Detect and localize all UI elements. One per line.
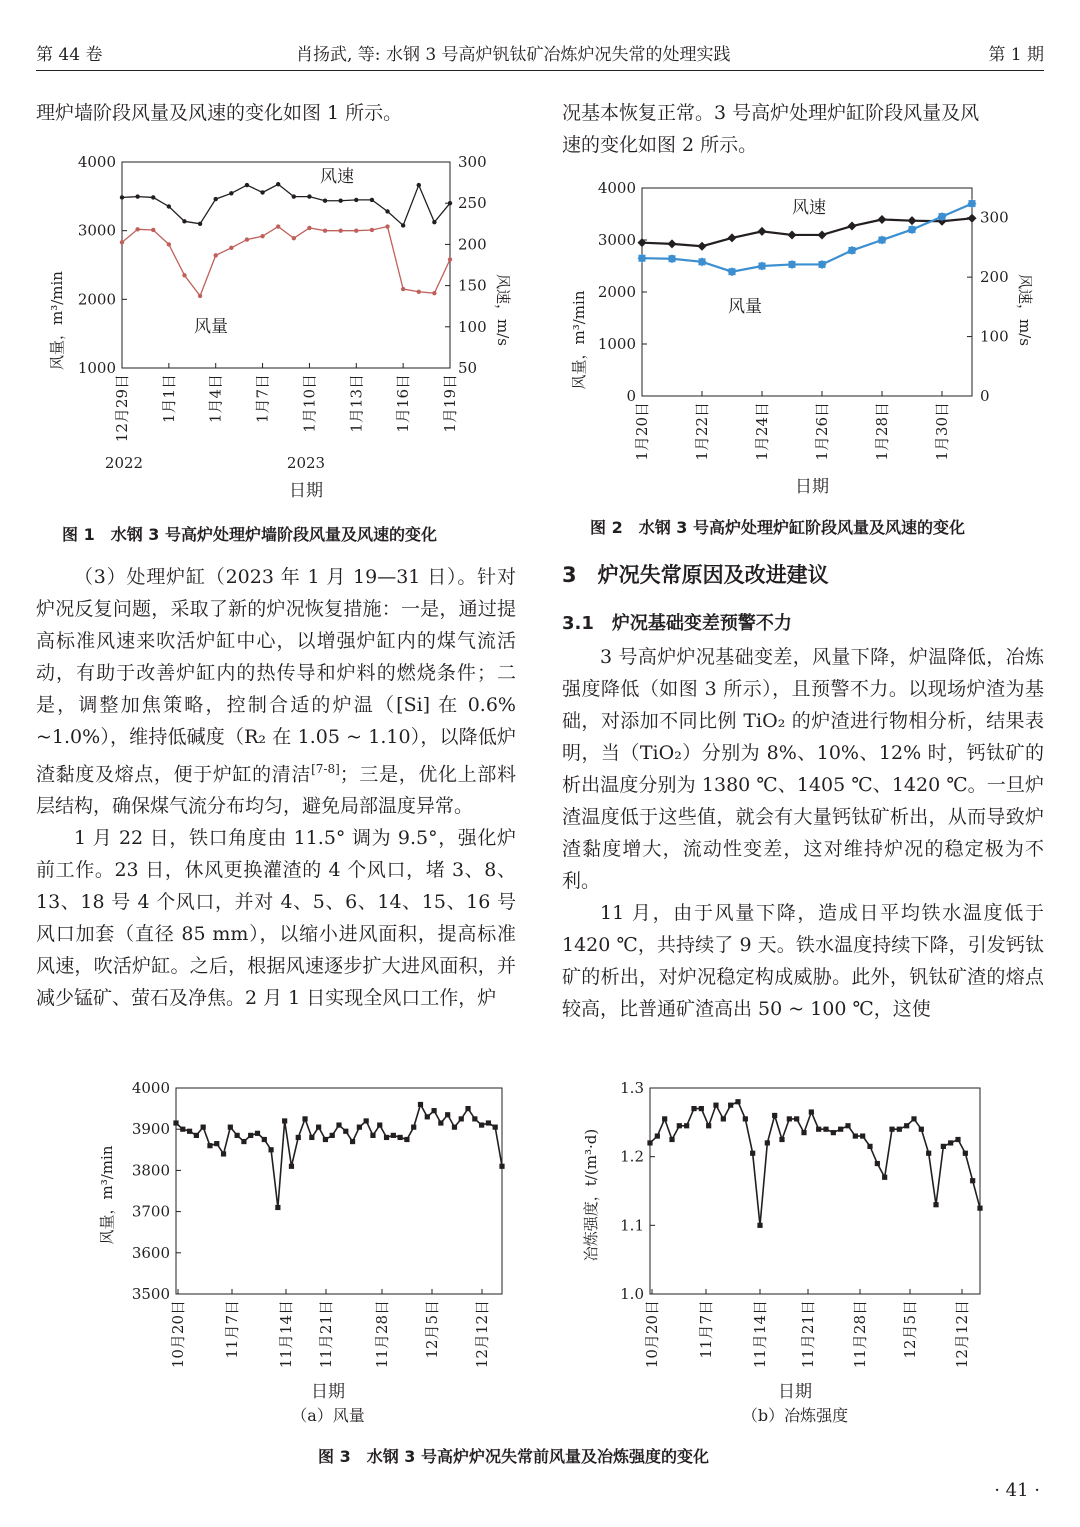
data-point <box>167 204 171 208</box>
ytick-label: 3700 <box>131 1202 170 1221</box>
fig1-y2label: 风速，m/s <box>494 274 512 346</box>
data-point <box>452 1125 457 1130</box>
data-point <box>848 222 857 231</box>
data-point <box>268 1147 273 1152</box>
fig3a-xlabel: 日期 <box>311 1382 345 1402</box>
data-point <box>120 240 124 244</box>
data-point <box>228 1125 233 1130</box>
data-point <box>241 1139 246 1144</box>
xtick-label: 1月16日 <box>394 374 413 433</box>
data-point <box>486 1120 491 1125</box>
data-point <box>465 1106 470 1111</box>
xtick-label: 1月13日 <box>347 374 366 433</box>
data-point <box>418 1102 423 1107</box>
data-point <box>182 273 186 277</box>
xtick-label: 10月20日 <box>643 1300 661 1369</box>
data-point <box>677 1123 682 1128</box>
data-point <box>787 1116 792 1121</box>
figure-3b-chart <box>570 1075 1000 1430</box>
data-point <box>235 1133 240 1138</box>
data-point <box>662 1116 667 1121</box>
data-point <box>364 1118 369 1123</box>
left-top-text: 理炉墙阶段风量及风速的变化如图 1 所示。 <box>36 102 403 124</box>
y2tick-label: 100 <box>980 327 1009 346</box>
data-point <box>330 1133 335 1138</box>
data-point <box>338 228 342 232</box>
data-point-square <box>849 247 856 254</box>
data-point <box>377 1122 382 1127</box>
data-point <box>370 1133 375 1138</box>
data-point <box>229 246 233 250</box>
data-point <box>260 190 264 194</box>
xtick-label: 1月28日 <box>873 402 891 461</box>
y2tick-label: 200 <box>458 235 487 254</box>
ytick-label: 1.3 <box>620 1079 644 1097</box>
data-point <box>245 183 249 187</box>
figure-3-caption: 图 3 水钢 3 号高炉炉况失常前风量及冶炼强度的变化 <box>318 1447 709 1466</box>
right-body-p1: 3 号高炉炉况基础变差，风量下降，炉温降低，冶炼强度降低（如图 3 所示），且预警不力。以现场炉渣为基础，对添加不同比例 TiO₂ 的炉渣进行物相分析，结果表明，当（TiO₂）分别为 8%、10%、12% 时，钙钛矿的析出温度分别为 1380 ℃、1405 ℃、1420 ℃。一旦炉渣温度低于这些值，就会有大量钙钛矿析出，从而导致炉渣黏度增大，流动性变差，这对维持炉况的稳定极为不利。 <box>562 646 1044 892</box>
fig2-xlabel: 日期 <box>795 477 829 497</box>
data-point <box>275 1205 280 1210</box>
data-point <box>878 215 887 224</box>
data-point <box>401 287 405 291</box>
data-point <box>425 1114 430 1119</box>
right-top-text <box>562 97 1044 161</box>
data-point <box>417 290 421 294</box>
data-point <box>818 230 827 239</box>
data-point <box>248 1133 253 1138</box>
data-point <box>472 1116 477 1121</box>
data-point <box>831 1130 836 1135</box>
data-point <box>135 227 139 231</box>
data-point <box>445 1112 450 1117</box>
data-point-square <box>639 255 646 262</box>
data-point <box>307 226 311 230</box>
data-point <box>788 230 797 239</box>
data-point <box>350 1139 355 1144</box>
data-point <box>816 1127 821 1132</box>
figure-1-caption: 图 1 水钢 3 号高炉处理炉墙阶段风量及风速的变化 <box>62 525 437 544</box>
series-line-风速 <box>122 184 450 225</box>
data-point <box>448 257 452 261</box>
y2tick-label: 200 <box>980 268 1009 287</box>
right-top-line-2: 速的变化如图 2 所示。 <box>562 134 758 156</box>
data-point <box>120 195 124 199</box>
data-point <box>779 1137 784 1142</box>
ytick-label: 3000 <box>597 231 636 249</box>
data-point <box>417 183 421 187</box>
data-point <box>757 1223 762 1228</box>
fig1-plot-area <box>122 162 450 368</box>
figure-3a-chart <box>90 1075 520 1430</box>
data-point <box>706 1123 711 1128</box>
data-point <box>292 236 296 240</box>
data-point <box>941 1144 946 1149</box>
data-point <box>296 1135 301 1140</box>
data-point <box>401 223 405 227</box>
xtick-label: 10月20日 <box>169 1300 187 1369</box>
fig3b-sublabel: （b）冶炼强度 <box>741 1406 849 1425</box>
ytick-label: 2000 <box>77 290 116 309</box>
fig1-year-2022: 2022 <box>104 454 144 472</box>
data-point <box>214 253 218 257</box>
right-body <box>562 641 1044 1025</box>
data-point <box>343 1129 348 1134</box>
ytick-label: 4000 <box>597 179 636 197</box>
xtick-label: 11月7日 <box>223 1300 241 1359</box>
data-point <box>728 233 737 242</box>
data-point <box>151 228 155 232</box>
data-point <box>316 1125 321 1130</box>
data-point-square <box>699 258 706 265</box>
y2tick-label: 50 <box>458 359 478 377</box>
xtick-label: 1月20日 <box>633 402 651 461</box>
xtick-label: 12月5日 <box>901 1300 919 1359</box>
data-point <box>198 222 202 226</box>
data-point <box>370 198 374 202</box>
data-point <box>404 1137 409 1142</box>
running-title: 肖扬武, 等: 水钢 3 号高炉钒钛矿冶炼炉况失常的处理实践 <box>296 45 731 65</box>
fig1-ylabel: 风量，m³/min <box>48 271 66 370</box>
data-point <box>647 1140 652 1145</box>
data-point <box>448 201 452 205</box>
ytick-label: 3600 <box>131 1243 170 1262</box>
data-point <box>262 1137 267 1142</box>
xtick-label: 11月14日 <box>277 1300 295 1369</box>
figure-1-chart <box>36 150 526 505</box>
data-point <box>276 224 280 228</box>
ytick-label: 3000 <box>77 221 116 240</box>
data-point <box>911 1116 916 1121</box>
data-point <box>411 1125 416 1130</box>
xtick-label: 1月4日 <box>206 374 225 424</box>
data-point <box>338 199 342 203</box>
data-point <box>370 228 374 232</box>
data-point <box>933 1202 938 1207</box>
data-point <box>307 194 311 198</box>
data-point <box>289 1164 294 1169</box>
series-line-风速 <box>642 218 972 246</box>
data-point <box>221 1151 226 1156</box>
xtick-label: 12月12日 <box>953 1300 971 1369</box>
data-point <box>384 1135 389 1140</box>
data-point <box>323 1137 328 1142</box>
fig1-series-label-speed: 风速 <box>320 167 354 187</box>
data-point-square <box>909 226 916 233</box>
xtick-label: 11月14日 <box>751 1300 769 1369</box>
issue-label: 第 1 期 <box>988 45 1044 65</box>
data-point <box>385 209 389 213</box>
data-point <box>194 1133 199 1138</box>
data-point <box>302 1116 307 1121</box>
data-point <box>853 1133 858 1138</box>
data-point-square <box>759 263 766 270</box>
data-point <box>875 1161 880 1166</box>
data-point <box>691 1106 696 1111</box>
data-point <box>838 1127 843 1132</box>
y2tick-label: 300 <box>458 153 487 171</box>
data-point <box>323 228 327 232</box>
data-point <box>432 220 436 224</box>
data-point <box>260 234 264 238</box>
data-point-square <box>789 261 796 268</box>
citation-7-8: [7-8] <box>311 762 340 776</box>
data-point <box>431 1108 436 1113</box>
data-point <box>904 1123 909 1128</box>
ytick-label: 1.1 <box>620 1216 644 1235</box>
xtick-label: 1月19日 <box>441 374 459 433</box>
data-point <box>772 1113 777 1118</box>
data-point <box>151 195 155 199</box>
xtick-label: 11月28日 <box>851 1300 869 1369</box>
data-point <box>276 182 280 186</box>
data-point <box>354 198 358 202</box>
xtick-label: 12月29日 <box>113 374 131 443</box>
series-line-风量 <box>122 227 450 296</box>
data-point <box>713 1103 718 1108</box>
section-3-heading: 3 炉况失常原因及改进建议 <box>562 563 829 587</box>
y2tick-label: 300 <box>980 208 1009 227</box>
xtick-label: 1月24日 <box>753 402 771 461</box>
ytick-label: 1000 <box>597 335 636 353</box>
data-point <box>684 1123 689 1128</box>
data-point <box>758 227 767 236</box>
y2tick-label: 250 <box>458 194 487 213</box>
data-point <box>391 1133 396 1138</box>
data-point <box>207 1143 212 1148</box>
data-point <box>432 291 436 295</box>
xtick-label: 12月12日 <box>473 1300 491 1369</box>
data-point <box>897 1127 902 1132</box>
right-top-line-1: 况基本恢复正常。3 号高炉处理炉缸阶段风量及风 <box>562 102 980 124</box>
data-point <box>135 194 139 198</box>
xtick-label: 1月7日 <box>253 374 272 424</box>
data-point <box>173 1120 178 1125</box>
data-point <box>201 1125 206 1130</box>
fig2-y2label: 风速，m/s <box>1016 274 1034 346</box>
fig3a-ylabel: 风量，m³/min <box>98 1145 116 1245</box>
y2tick-label: 100 <box>458 317 487 336</box>
data-point <box>698 242 707 251</box>
xtick-label: 11月28日 <box>373 1300 391 1369</box>
data-point <box>809 1109 814 1114</box>
data-point-square <box>819 261 826 268</box>
data-point <box>882 1175 887 1180</box>
left-body-p1: （3）处理炉缸（2023 年 1 月 19—31 日）。针对炉况反复问题，采取了新的炉况恢复措施：一是，通过提高标准风速来吹活炉缸中心，以增强炉缸内的煤气流活动，有助于改善炉缸内的热传导和炉料的燃烧条件；二是，调整加焦策略，控制合适的炉温（[Si] 在 0.6% ~1.0%），维持低碱度（R₂ 在 1.05 ~ 1.10），以降低炉渣黏度及熔点，便于炉缸的清洁[7-8]；三是，优化上部料层结构，确保煤气流分布均匀，避免局部温度异常。 <box>36 566 516 818</box>
xtick-label: 11月21日 <box>799 1300 817 1369</box>
ytick-label: 3500 <box>131 1285 170 1303</box>
fig2-series-label-speed: 风速 <box>792 198 826 218</box>
data-point <box>180 1127 185 1132</box>
fig2-series-label-volume: 风量 <box>728 297 762 317</box>
xtick-label: 1月30日 <box>933 402 951 461</box>
ytick-label: 4000 <box>131 1079 170 1097</box>
section-3-1-heading: 3.1 炉况基础变差预警不力 <box>562 613 792 634</box>
data-point <box>908 216 917 225</box>
data-point <box>655 1133 660 1138</box>
xtick-label: 1月1日 <box>159 374 178 424</box>
data-point <box>245 237 249 241</box>
xtick-label: 11月21日 <box>317 1300 335 1369</box>
data-point <box>459 1116 464 1121</box>
data-point <box>743 1116 748 1121</box>
y2tick-label: 0 <box>980 387 990 405</box>
data-point <box>867 1144 872 1149</box>
data-point <box>977 1206 982 1211</box>
data-point <box>728 1103 733 1108</box>
data-point <box>357 1125 362 1130</box>
data-point <box>968 214 977 223</box>
data-point <box>735 1099 740 1104</box>
fig1-xlabel: 日期 <box>289 481 323 501</box>
left-body-p2: 1 月 22 日，铁口角度由 11.5° 调为 9.5°，强化炉前工作。23 日，休风更换灌渣的 4 个风口，堵 3、8、13、18 号 4 个风口，并对 4、5、6、14、15、16 号风口加套（直径 85 mm），以缩小进风面积，提高标准风速，吹活炉缸。之后，根据风速逐步扩大进风面积，并减少锰矿、萤石及净焦。2 月 1 日实现全风口工作，炉 <box>36 827 516 1010</box>
header-rule <box>36 70 1044 71</box>
data-point <box>668 239 677 248</box>
data-point <box>889 1127 894 1132</box>
data-point <box>182 219 186 223</box>
data-point <box>721 1116 726 1121</box>
data-point <box>187 1129 192 1134</box>
ytick-label: 1.2 <box>620 1147 644 1166</box>
ytick-label: 1.0 <box>620 1285 644 1303</box>
ytick-label: 3900 <box>131 1120 170 1139</box>
fig3b-xlabel: 日期 <box>778 1382 812 1402</box>
data-point <box>955 1137 960 1142</box>
data-point <box>919 1127 924 1132</box>
data-point <box>845 1123 850 1128</box>
data-point <box>323 199 327 203</box>
xtick-label: 12月5日 <box>423 1300 441 1359</box>
data-point <box>198 294 202 298</box>
fig1-year-2023: 2023 <box>286 454 326 472</box>
data-point <box>354 228 358 232</box>
data-point <box>229 191 233 195</box>
series-line-冶炼强度 <box>650 1102 980 1226</box>
left-body <box>36 561 516 1014</box>
data-point <box>926 1151 931 1156</box>
data-point <box>282 1118 287 1123</box>
data-point <box>750 1151 755 1156</box>
fig3b-ylabel: 冶炼强度，t/(m³·d) <box>582 1128 600 1262</box>
data-point-square <box>939 213 946 220</box>
data-point <box>292 194 296 198</box>
data-point <box>765 1140 770 1145</box>
data-point <box>309 1135 314 1140</box>
figure-2-chart <box>562 170 1044 500</box>
data-point <box>499 1164 504 1169</box>
ytick-label: 0 <box>626 387 636 405</box>
data-point <box>214 197 218 201</box>
figure-2-caption: 图 2 水钢 3 号高炉处理炉缸阶段风量及风速的变化 <box>590 518 965 537</box>
data-point <box>385 224 389 228</box>
data-point <box>948 1140 953 1145</box>
page-number: · 41 · <box>994 1480 1040 1501</box>
data-point-square <box>729 268 736 275</box>
data-point <box>669 1137 674 1142</box>
xtick-label: 1月26日 <box>813 402 831 461</box>
data-point <box>255 1131 260 1136</box>
data-point <box>336 1122 341 1127</box>
data-point <box>438 1120 443 1125</box>
volume-label: 第 44 卷 <box>36 45 103 65</box>
ytick-label: 2000 <box>597 283 636 301</box>
ytick-label: 1000 <box>77 359 116 377</box>
data-point <box>823 1127 828 1132</box>
xtick-label: 1月10日 <box>300 374 319 433</box>
fig2-ylabel: 风量，m³/min <box>570 290 588 390</box>
data-point <box>167 242 171 246</box>
data-point-square <box>969 200 976 207</box>
data-point <box>699 1106 704 1111</box>
right-body-p2: 11 月，由于风量下降，造成日平均铁水温度低于 1420 ℃，共持续了 9 天。铁水温度持续下降，引发钙钛矿的析出，对炉况稳定构成威胁。此外，钒钛矿渣的熔点较高，比普通矿渣高出 50 ~ 100 ℃，这使 <box>562 902 1044 1020</box>
y2tick-label: 150 <box>458 276 487 295</box>
data-point <box>479 1122 484 1127</box>
data-point <box>801 1130 806 1135</box>
data-point <box>493 1125 498 1130</box>
data-point <box>963 1151 968 1156</box>
data-point <box>398 1135 403 1140</box>
data-point-square <box>669 255 676 262</box>
data-point-square <box>879 237 886 244</box>
fig1-series-label-volume: 风量 <box>194 317 228 337</box>
data-point <box>214 1141 219 1146</box>
xtick-label: 11月7日 <box>697 1300 715 1359</box>
ytick-label: 3800 <box>131 1161 170 1180</box>
fig3a-sublabel: （a）风量 <box>291 1406 365 1425</box>
xtick-label: 1月22日 <box>693 402 711 461</box>
data-point <box>860 1133 865 1138</box>
data-point <box>970 1178 975 1183</box>
data-point <box>794 1116 799 1121</box>
ytick-label: 4000 <box>77 153 116 171</box>
